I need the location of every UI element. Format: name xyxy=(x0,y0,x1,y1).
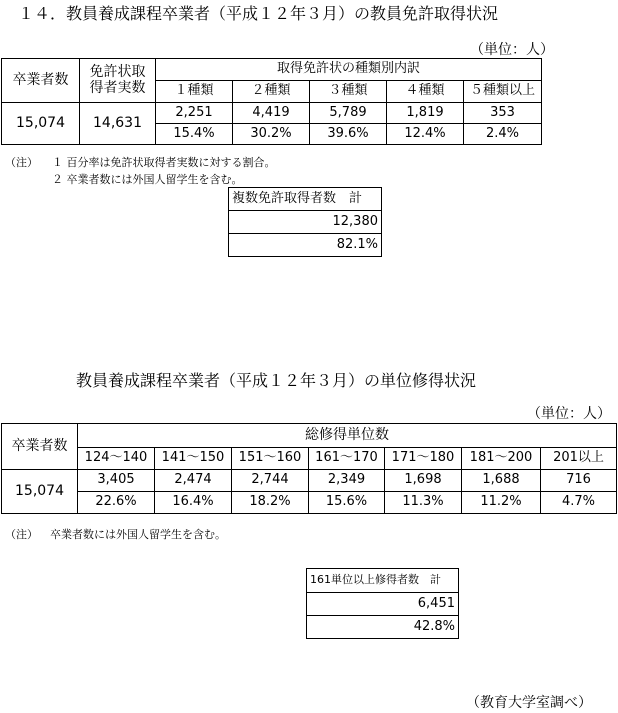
type-header: ２種類 xyxy=(233,81,310,103)
over161-percent: 42.8% xyxy=(307,616,459,639)
range-header: 181～200 xyxy=(462,448,541,470)
range-count: 2,744 xyxy=(232,470,309,492)
section1-title: １４．教員養成課程卒業者（平成１２年３月）の教員免許取得状況 xyxy=(18,4,499,23)
range-count: 1,698 xyxy=(385,470,462,492)
range-count: 716 xyxy=(541,470,617,492)
range-header: 124～140 xyxy=(78,448,155,470)
multi-license-count: 12,380 xyxy=(229,211,382,234)
range-count: 1,688 xyxy=(462,470,541,492)
section1-unit: （単位：人） xyxy=(470,42,554,58)
type-count: 353 xyxy=(464,103,542,124)
over161-count: 6,451 xyxy=(307,593,459,616)
type-count: 1,819 xyxy=(387,103,464,124)
source-note: （教育大学室調べ） xyxy=(466,695,592,711)
graduates-value: 15,074 xyxy=(2,103,80,145)
type-percent: 30.2% xyxy=(233,124,310,145)
range-percent: 22.6% xyxy=(78,492,155,514)
type-count: 4,419 xyxy=(233,103,310,124)
range-header: 171～180 xyxy=(385,448,462,470)
holders-value: 14,631 xyxy=(80,103,156,145)
section2-unit: （単位：人） xyxy=(527,406,611,422)
section1-note-label: （注） xyxy=(5,156,38,169)
range-percent: 11.3% xyxy=(385,492,462,514)
holders-header-line2: 得者実数 xyxy=(89,79,146,96)
type-count: 2,251 xyxy=(156,103,233,124)
type-percent: 12.4% xyxy=(387,124,464,145)
range-header: 161～170 xyxy=(309,448,385,470)
license-table xyxy=(1,58,542,145)
range-header: 151～160 xyxy=(232,448,309,470)
multi-license-label: 複数免許取得者数 計 xyxy=(229,188,382,211)
holders-header xyxy=(80,59,156,103)
range-header: 201以上 xyxy=(541,448,617,470)
range-percent: 15.6% xyxy=(309,492,385,514)
section2-note: 卒業者数には外国人留学生を含む。 xyxy=(50,528,226,541)
type-percent: 39.6% xyxy=(310,124,387,145)
type-count: 5,789 xyxy=(310,103,387,124)
over161-label: 161単位以上修得者数 計 xyxy=(307,569,459,593)
over161-table xyxy=(306,568,459,639)
type-header: １種類 xyxy=(156,81,233,103)
range-header: 141～150 xyxy=(155,448,232,470)
graduates-value: 15,074 xyxy=(2,470,78,514)
range-percent: 4.7% xyxy=(541,492,617,514)
section1-note-2: ２ 卒業者数には外国人留学生を含む。 xyxy=(52,173,243,186)
graduates-header: 卒業者数 xyxy=(2,59,80,103)
section1-note-1: １ 百分率は免許状取得者実数に対する割合。 xyxy=(52,156,276,169)
type-header: ５種類以上 xyxy=(464,81,542,103)
range-count: 2,349 xyxy=(309,470,385,492)
credits-table xyxy=(1,423,617,514)
multi-license-percent: 82.1% xyxy=(229,234,382,257)
type-header: ４種類 xyxy=(387,81,464,103)
range-count: 3,405 xyxy=(78,470,155,492)
breakdown-header: 取得免許状の種類別内訳 xyxy=(156,59,542,81)
range-percent: 11.2% xyxy=(462,492,541,514)
range-count: 2,474 xyxy=(155,470,232,492)
range-percent: 16.4% xyxy=(155,492,232,514)
range-percent: 18.2% xyxy=(232,492,309,514)
multi-license-table xyxy=(228,187,382,257)
holders-header-line1: 免許状取 xyxy=(89,64,146,81)
graduates-header: 卒業者数 xyxy=(2,424,78,470)
total-credits-header: 総修得単位数 xyxy=(78,424,617,448)
section2-note-label: （注） xyxy=(5,528,38,541)
type-header: ３種類 xyxy=(310,81,387,103)
type-percent: 15.4% xyxy=(156,124,233,145)
type-percent: 2.4% xyxy=(464,124,542,145)
section2-title: 教員養成課程卒業者（平成１２年３月）の単位修得状況 xyxy=(76,371,477,390)
